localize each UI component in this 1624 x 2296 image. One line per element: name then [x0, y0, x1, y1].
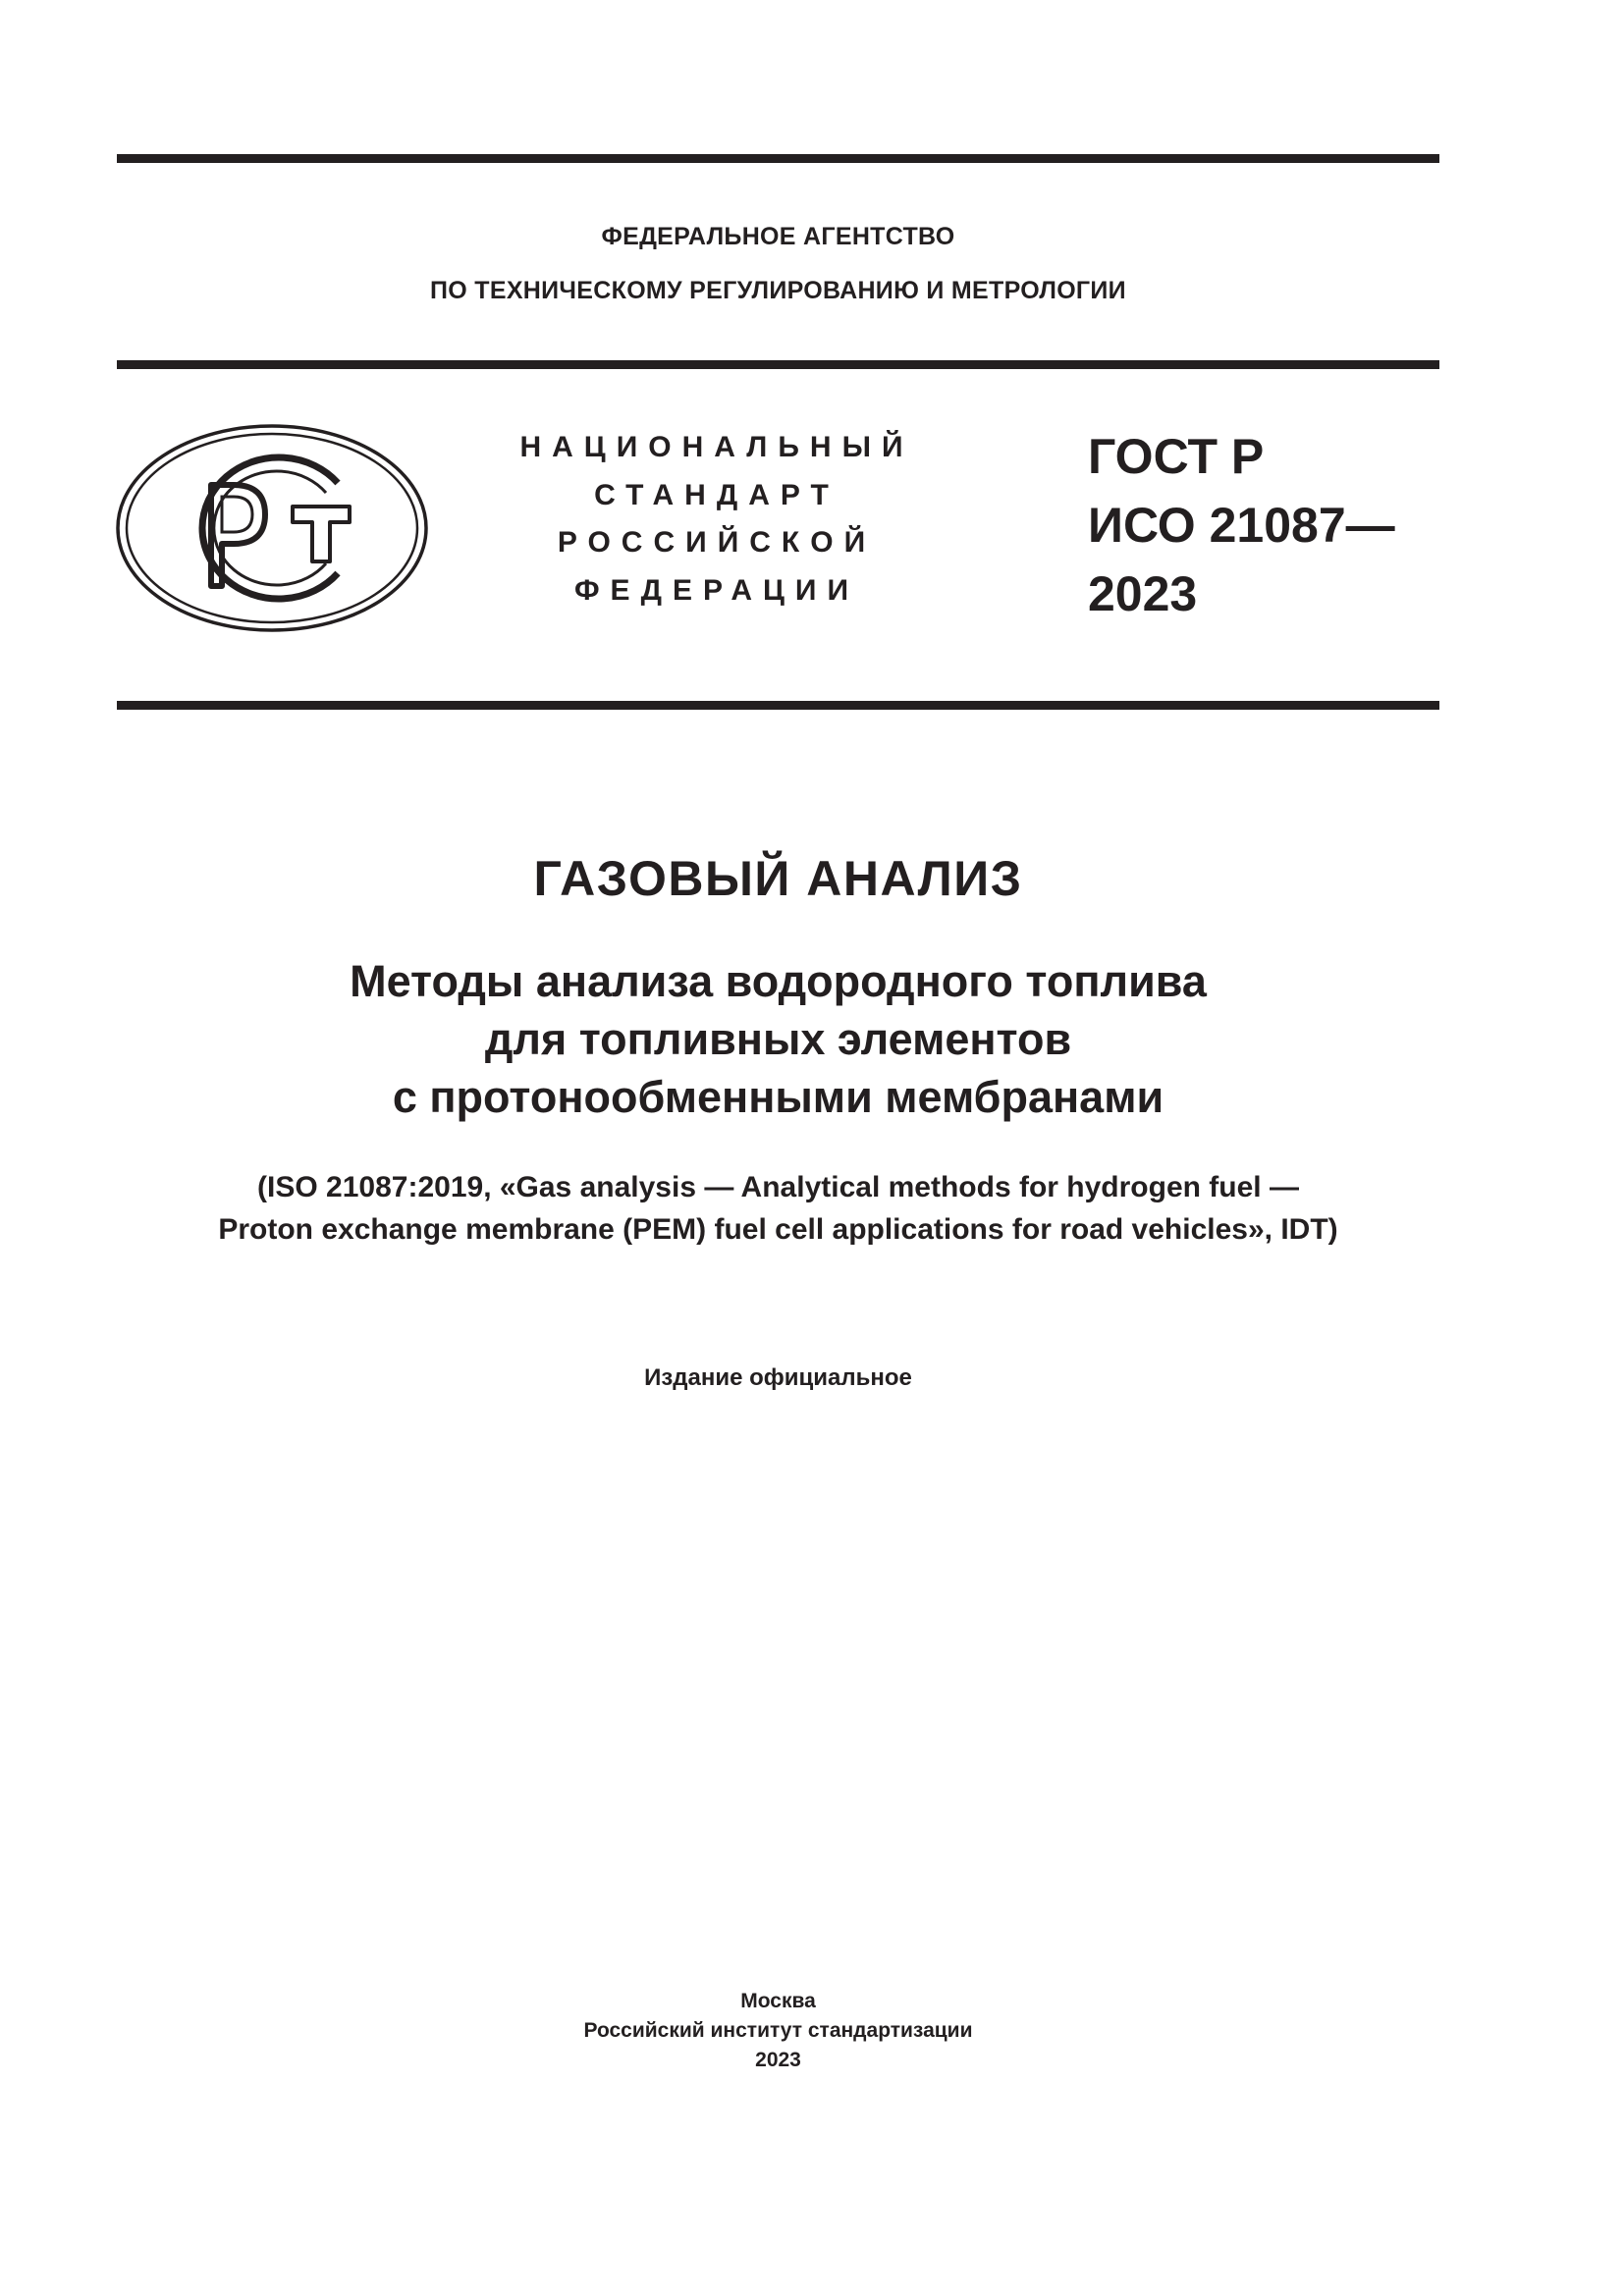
agency-name-line-1: ФЕДЕРАЛЬНОЕ АГЕНТСТВО	[601, 223, 955, 250]
national-standard-line-3: РОССИЙСКОЙ	[557, 526, 877, 559]
iso-reference-line-1: (ISO 21087:2019, «Gas analysis — Analytical methods for hydrogen fuel —	[257, 1171, 1299, 1203]
top-rule	[117, 154, 1439, 163]
edition-note: Издание официальное	[644, 1364, 912, 1391]
agency-name-line-2: ПО ТЕХНИЧЕСКОМУ РЕГУЛИРОВАНИЮ И МЕТРОЛОГИИ	[430, 277, 1126, 304]
imprint-city: Москва	[740, 1990, 816, 2012]
national-standard-line-2: СТАНДАРТ	[594, 478, 839, 511]
imprint-publisher: Российский институт стандартизации	[583, 2019, 973, 2042]
document-title: ГАЗОВЫЙ АНАЛИЗ	[533, 851, 1023, 906]
designation-line-2: ИСО 21087—	[1088, 498, 1395, 553]
national-standard-block	[511, 424, 923, 614]
document-subtitle	[117, 952, 1439, 1126]
subtitle-line-2: для топливных элементов	[484, 1014, 1072, 1064]
subtitle-line-3: с протонообменными мембранами	[392, 1072, 1164, 1122]
designation-line-1: ГОСТ Р	[1088, 429, 1265, 484]
rst-logo-icon	[116, 424, 428, 632]
national-standard-line-1: НАЦИОНАЛЬНЫЙ	[519, 431, 914, 463]
iso-reference	[117, 1166, 1439, 1251]
imprint	[117, 1987, 1439, 2075]
iso-reference-line-2: Proton exchange membrane (PEM) fuel cell applications for road vehicles», IDT)	[218, 1213, 1338, 1246]
standard-designation	[1088, 422, 1395, 628]
designation-line-3: 2023	[1088, 566, 1198, 621]
national-standard-line-4: ФЕДЕРАЦИИ	[573, 573, 860, 607]
subtitle-line-1: Методы анализа водородного топлива	[350, 956, 1207, 1006]
header-divider-rule	[117, 360, 1439, 369]
title-block-rule	[117, 701, 1439, 710]
imprint-year: 2023	[755, 2049, 801, 2071]
